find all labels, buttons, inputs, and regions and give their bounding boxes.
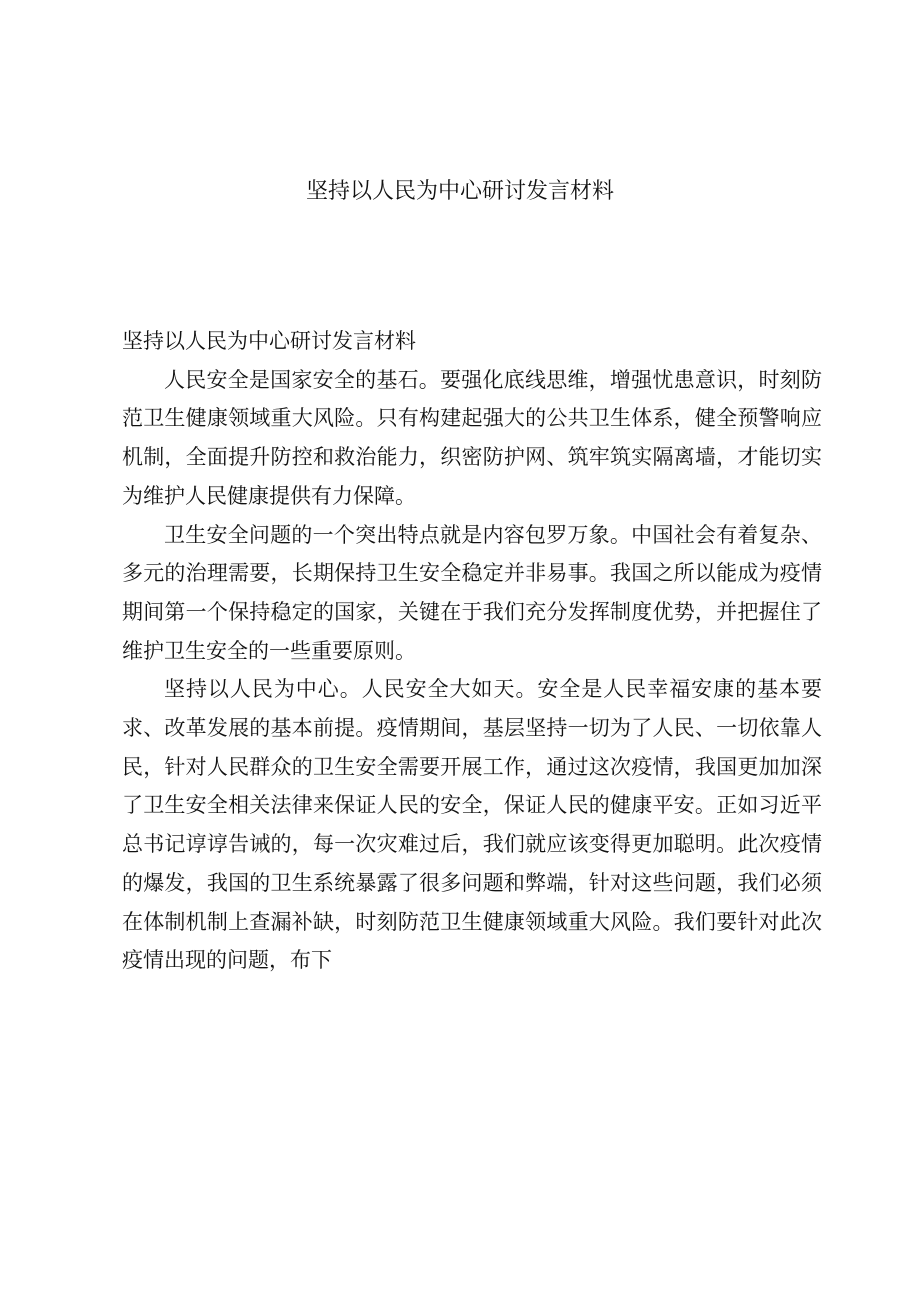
paragraph-1: 人民安全是国家安全的基石。要强化底线思维，增强忧患意识，时刻防范卫生健康领域重大风险。只有构建起强大的公共卫生体系，健全预警响应机制，全面提升防控和救治能力，织密防护网、筑牢筑实隔离墙，才能切实为维护人民健康提供有力保障。 bbox=[122, 367, 822, 508]
document-body bbox=[122, 322, 822, 980]
document-title: 坚持以人民为中心研讨发言材料 bbox=[305, 179, 614, 204]
document-subtitle: 坚持以人民为中心研讨发言材料 bbox=[122, 329, 416, 353]
paragraph-3: 坚持以人民为中心。人民安全大如天。安全是人民幸福安康的基本要求、改革发展的基本前提。疫情期间，基层坚持一切为了人民、一切依靠人民，针对人民群众的卫生安全需要开展工作，通过这次疫情，我国更加加深了卫生安全相关法律来保证人民的安全，保证人民的健康平安。正如习近平总书记谆谆告诫的，每一次灾难过后，我们就应该变得更加聪明。此次疫情的爆发，我国的卫生系统暴露了很多问题和弊端，针对这些问题，我们必须在体制机制上查漏补缺，时刻防范卫生健康领域重大风险。我们要针对此次疫情出现的问题，布下 bbox=[122, 677, 822, 973]
paragraph-2: 卫生安全问题的一个突出特点就是内容包罗万象。中国社会有着复杂、多元的治理需要，长期保持卫生安全稳定并非易事。我国之所以能成为疫情期间第一个保持稳定的国家，关键在于我们充分发挥制度优势，并把握住了维护卫生安全的一些重要原则。 bbox=[122, 522, 822, 663]
